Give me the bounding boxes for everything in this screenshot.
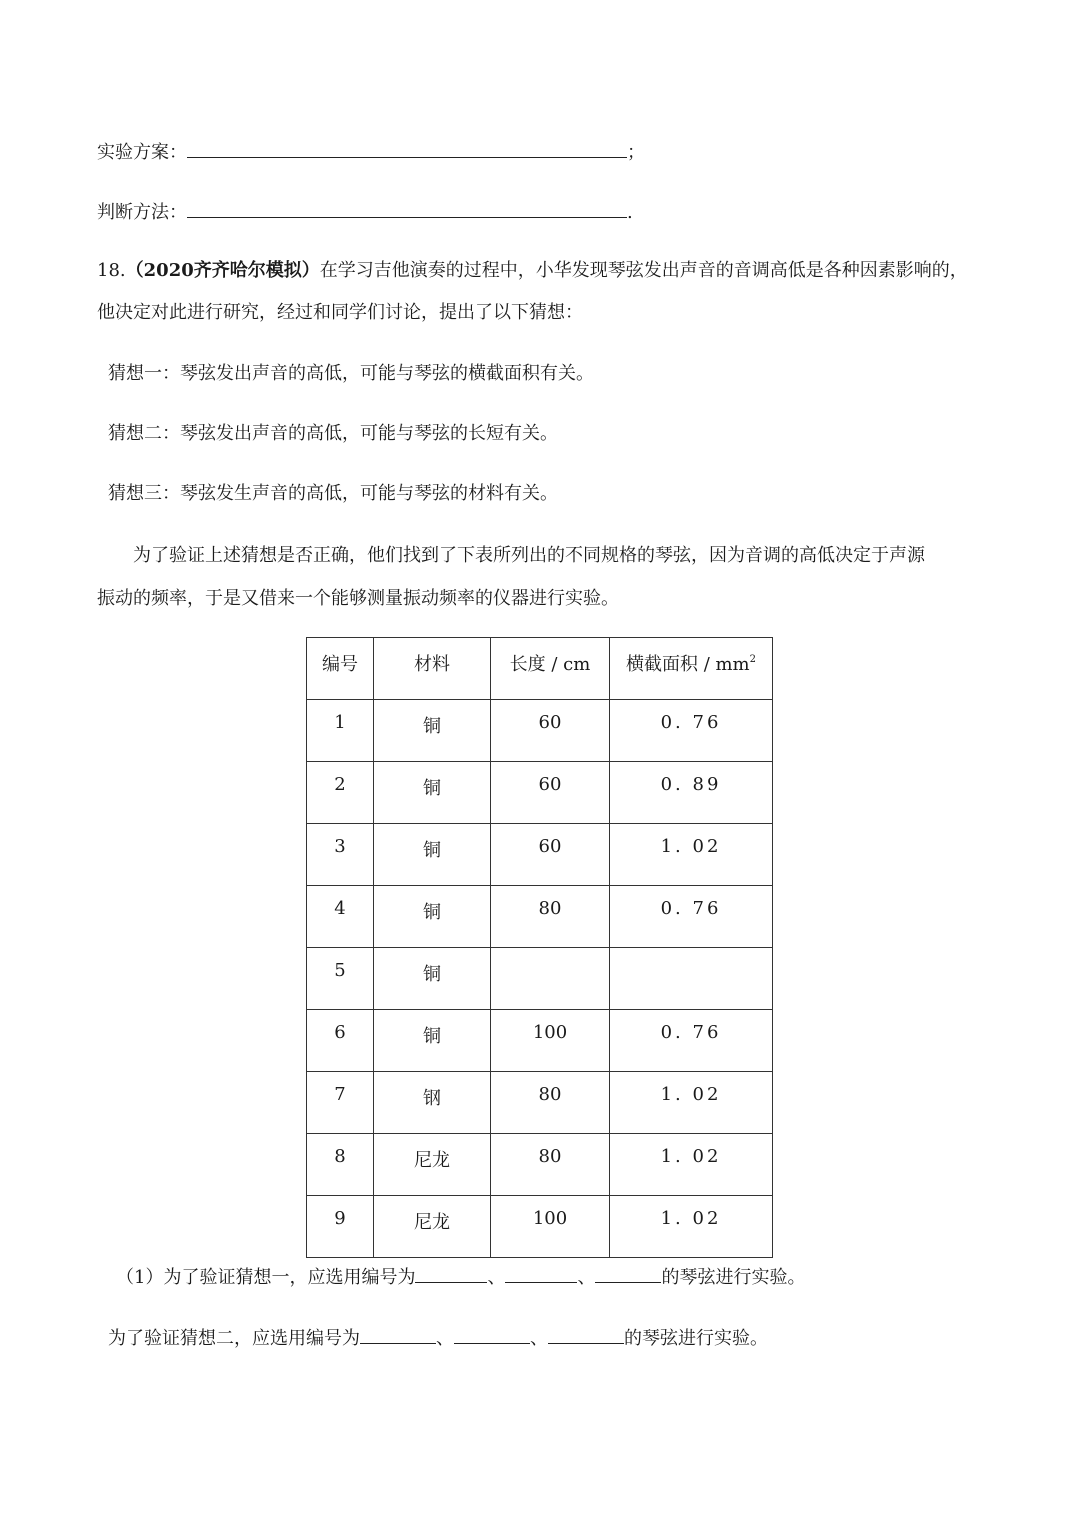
string-spec-table [306, 637, 773, 1258]
cell-number: 9 [307, 1196, 374, 1258]
cell-area: 0. 76 [610, 700, 773, 762]
cell-length: 80 [491, 886, 610, 948]
sub-question-1 [116, 1264, 805, 1290]
cell-material: 钢 [374, 1072, 491, 1134]
cell-number: 6 [307, 1010, 374, 1072]
q2-sep-1: 、 [436, 1328, 454, 1349]
cell-area: 1. 02 [610, 1134, 773, 1196]
table-row [307, 1072, 773, 1134]
cell-area: 0. 76 [610, 1010, 773, 1072]
q1-prefix: （1）为了验证猜想一，应选用编号为 [116, 1267, 416, 1288]
cell-length: 80 [491, 1134, 610, 1196]
q2-blank-3[interactable] [548, 1325, 624, 1344]
cell-area: 1. 02 [610, 1072, 773, 1134]
q1-blank-2[interactable] [505, 1264, 577, 1283]
table-row [307, 824, 773, 886]
cell-material: 铜 [374, 948, 491, 1010]
plan-label: 实验方案： [97, 142, 187, 163]
sub-question-2 [108, 1325, 768, 1351]
judge-label: 判断方法： [97, 202, 187, 223]
guess-3: 猜想三：琴弦发生声音的高低，可能与琴弦的材料有关。 [108, 483, 558, 504]
header-material: 材料 [374, 638, 491, 700]
table-header-row [307, 638, 773, 700]
q2-blank-1[interactable] [360, 1325, 436, 1344]
table-row [307, 886, 773, 948]
cell-number: 1 [307, 700, 374, 762]
cell-area: 1. 02 [610, 1196, 773, 1258]
cell-number: 8 [307, 1134, 374, 1196]
header-number: 编号 [307, 638, 374, 700]
cell-length: 100 [491, 1010, 610, 1072]
q1-sep-1: 、 [487, 1267, 506, 1288]
cell-material: 铜 [374, 824, 491, 886]
judge-end: . [627, 202, 633, 223]
cell-number: 2 [307, 762, 374, 824]
question-number: 18. [97, 260, 126, 281]
plan-end: ； [627, 142, 645, 163]
cell-material: 尼龙 [374, 1196, 491, 1258]
header-area-text: 横截面积 / mm [625, 654, 750, 675]
guess-1: 猜想一：琴弦发出声音的高低，可能与琴弦的横截面积有关。 [108, 363, 594, 384]
q1-blank-3[interactable] [595, 1264, 661, 1283]
table-row [307, 1010, 773, 1072]
q2-prefix: 为了验证猜想二，应选用编号为 [108, 1328, 360, 1349]
table-row [307, 1134, 773, 1196]
table-body [307, 700, 773, 1258]
judge-blank[interactable] [187, 199, 627, 218]
paragraph-line-2: 振动的频率，于是又借来一个能够测量振动频率的仪器进行实验。 [97, 588, 619, 609]
table-row [307, 948, 773, 1010]
question-line-1 [97, 259, 968, 283]
q2-suffix: 的琴弦进行实验。 [624, 1328, 768, 1349]
cell-area: 1. 02 [610, 824, 773, 886]
q1-blank-1[interactable] [415, 1264, 487, 1283]
cell-length: 60 [491, 700, 610, 762]
table-row [307, 700, 773, 762]
q1-sep-2: 、 [577, 1267, 596, 1288]
cell-area [610, 948, 773, 1010]
header-length: 长度 / cm [491, 638, 610, 700]
plan-line [97, 139, 645, 165]
cell-length: 100 [491, 1196, 610, 1258]
cell-material: 铜 [374, 700, 491, 762]
guess-2: 猜想二：琴弦发出声音的高低，可能与琴弦的长短有关。 [108, 423, 558, 444]
cell-number: 5 [307, 948, 374, 1010]
header-area-sup: 2 [749, 654, 757, 665]
q2-blank-2[interactable] [454, 1325, 530, 1344]
cell-number: 3 [307, 824, 374, 886]
cell-length: 60 [491, 824, 610, 886]
q1-suffix: 的琴弦进行实验。 [661, 1267, 806, 1288]
cell-area: 0. 76 [610, 886, 773, 948]
cell-area: 0. 89 [610, 762, 773, 824]
cell-number: 4 [307, 886, 374, 948]
paragraph-line-1: 为了验证上述猜想是否正确，他们找到了下表所列出的不同规格的琴弦，因为音调的高低决定于声源 [133, 545, 925, 566]
question-line-2: 他决定对此进行研究，经过和同学们讨论，提出了以下猜想： [97, 302, 583, 323]
plan-blank[interactable] [187, 139, 627, 158]
cell-material: 铜 [374, 1010, 491, 1072]
cell-length: 60 [491, 762, 610, 824]
q2-sep-2: 、 [530, 1328, 548, 1349]
cell-material: 尼龙 [374, 1134, 491, 1196]
cell-material: 铜 [374, 886, 491, 948]
question-source: （2020齐齐哈尔模拟） [125, 260, 320, 281]
cell-number: 7 [307, 1072, 374, 1134]
question-text-1: 在学习吉他演奏的过程中，小华发现琴弦发出声音的音调高低是各种因素影响的， [319, 260, 968, 281]
table-row [307, 1196, 773, 1258]
table-row [307, 762, 773, 824]
judge-line [97, 199, 633, 225]
cell-length [491, 948, 610, 1010]
cell-material: 铜 [374, 762, 491, 824]
cell-length: 80 [491, 1072, 610, 1134]
header-area [610, 638, 773, 700]
